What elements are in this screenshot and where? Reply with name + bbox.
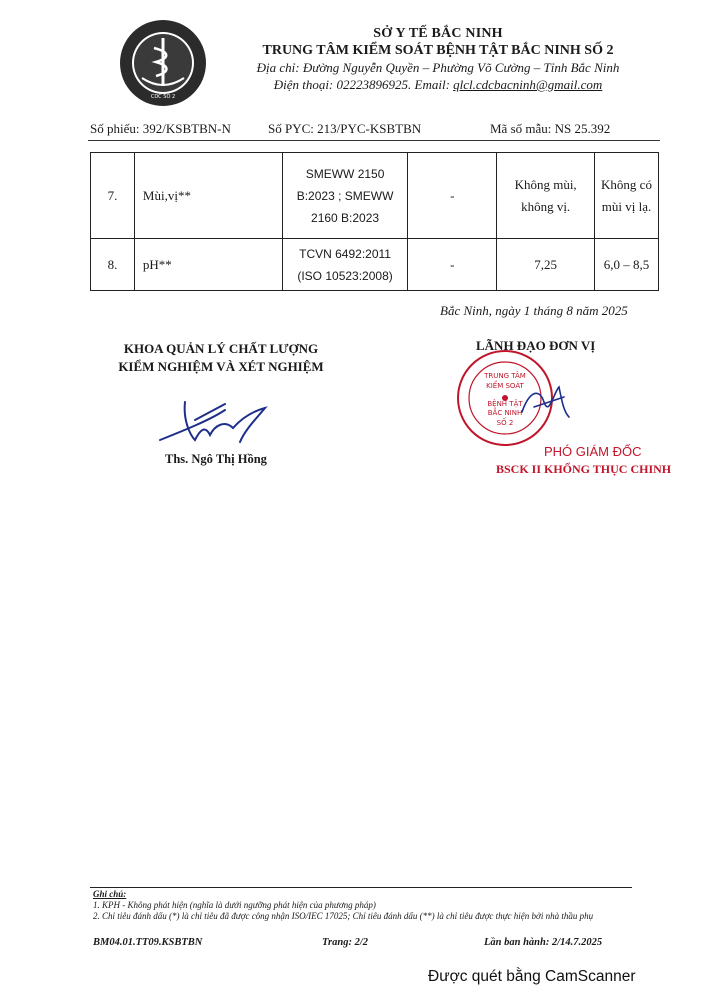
email-link[interactable]: qlcl.cdcbacninh@gmail.com [453,77,603,92]
contact [218,77,658,93]
phone-label: Điện thoại: 02223896925. Email: [273,77,454,92]
divider [88,140,660,141]
handwritten-signature-left [155,390,285,450]
notes-section [93,889,678,922]
right-signature-title: LÃNH ĐẠO ĐƠN VỊ [476,338,596,353]
footer-divider [90,887,632,888]
note-2: 2. Chỉ tiêu đánh dấu (*) là chỉ tiêu đã được công nhận ISO/IEC 17025; Chỉ tiêu đánh dấu (**) là chỉ tiêu được thực hiện bởi nhà thầu phụ [93,911,594,921]
department-name: SỞ Y TẾ BẮC NINH [373,26,503,41]
issue-number: Lần ban hành: 2/14.7.2025 [484,937,603,948]
report-number: Số phiếu: 392/KSBTBN-N [90,121,231,136]
result-cell: 7,25 [497,239,595,291]
signer-position: PHÓ GIÁM ĐỐC [544,444,642,459]
right-signer-name: BSCK II KHỔNG THỤC CHINH [496,462,672,476]
letterhead [218,26,658,93]
camscanner-watermark: Được quét bằng CamScanner [428,968,636,985]
table-row [91,239,659,291]
note-1: 1. KPH - Không phát hiện (nghĩa là dưới ngưỡng phát hiện của phương pháp) [93,900,376,910]
method-cell: SMEWW 2150 B:2023 ; SMEWW 2160 B:2023 [282,153,408,239]
page-number: Trang: 2/2 [322,937,368,948]
requirement-cell: 6,0 – 8,5 [595,239,659,291]
handwritten-signature-right [514,372,574,432]
parameter-name: pH** [134,239,282,291]
svg-text:KIỂM SOÁT: KIỂM SOÁT [486,382,524,390]
row-number: 7. [91,153,135,239]
notes-title: Ghi chú: [93,889,127,899]
detection-limit: - [408,153,497,239]
row-number: 8. [91,239,135,291]
cdc-logo [118,18,208,108]
sample-code: Mã số mẫu: NS 25.392 [490,121,611,136]
form-code: BM04.01.TT09.KSBTBN [93,937,203,948]
svg-text:BỆNH TẬT: BỆNH TẬT [487,400,523,408]
left-signature-title: KHOA QUẢN LÝ CHẤT LƯỢNG KIỂM NGHIỆM VÀ XÉT NGHIỆM [118,341,324,374]
request-number: Số PYC: 213/PYC-KSBTBN [268,121,422,136]
results-table [90,152,659,291]
table-row [91,153,659,239]
parameter-name: Mùi,vị** [134,153,282,239]
logo-label: CDC SỐ 2 [150,94,176,100]
address: Địa chỉ: Đường Nguyễn Quyền – Phường Võ Cường – Tỉnh Bắc Ninh [256,60,620,75]
svg-text:BẮC NINH: BẮC NINH [487,409,523,417]
date-line: Bắc Ninh, ngày 1 tháng 8 năm 2025 [440,303,628,318]
organization-name: TRUNG TÂM KIỂM SOÁT BỆNH TẬT BẮC NINH SỐ 2 [262,43,614,58]
result-cell: Không mùi, không vị. [497,153,595,239]
detection-limit: - [408,239,497,291]
requirement-cell: Không có mùi vị lạ. [595,153,659,239]
method-cell: TCVN 6492:2011 (ISO 10523:2008) [282,239,408,291]
left-signer-name: Ths. Ngô Thị Hồng [165,452,267,466]
svg-text:TRUNG TÂM: TRUNG TÂM [484,372,526,380]
svg-text:SỐ 2: SỐ 2 [496,419,514,427]
